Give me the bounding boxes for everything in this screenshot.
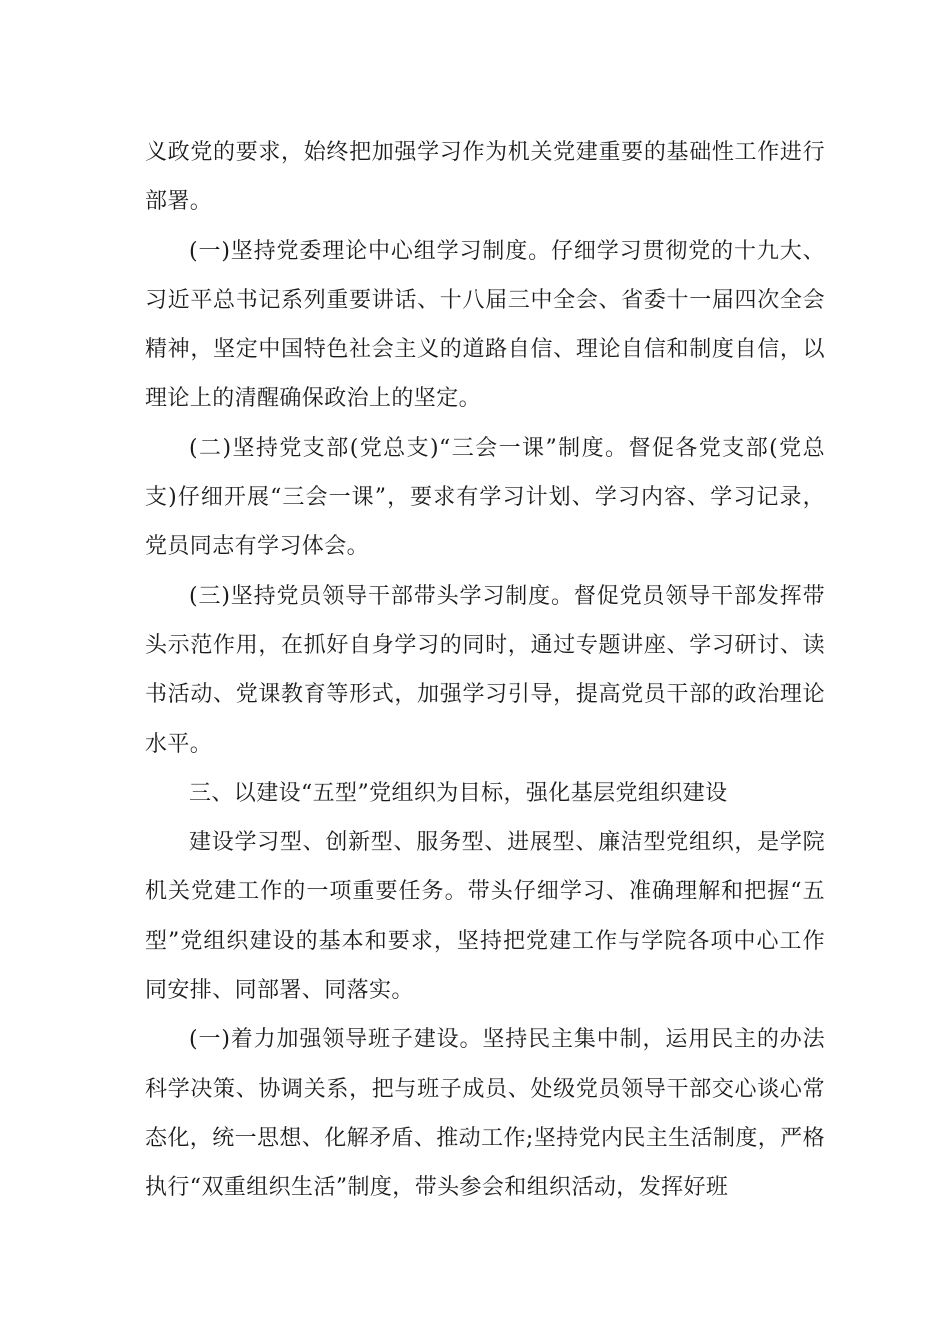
- paragraph-item-3: (三)坚持党员领导干部带头学习制度。督促党员领导干部发挥带头示范作用，在抓好自身学习的同时，通过专题讲座、学习研讨、读书活动、党课教育等形式，加强学习引导，提高党员干部的政治理论水平。: [145, 583, 825, 757]
- paragraph-subsection-1: (一)着力加强领导班子建设。坚持民主集中制，运用民主的办法科学决策、协调关系，把与班子成员、处级党员领导干部交心谈心常态化，统一思想、化解矛盾、推动工作;坚持党内民主生活制度，严格执行“双重组织生活”制度，带头参会和组织活动，发挥好班: [145, 1027, 825, 1201]
- paragraph-item-2: (二)坚持党支部(党总支)“三会一课”制度。督促各党支部(党总支)仔细开展“三会一课”，要求有学习计划、学习内容、学习记录，党员同志有学习体会。: [145, 435, 825, 560]
- paragraph-item-1: (一)坚持党委理论中心组学习制度。仔细学习贯彻党的十九大、习近平总书记系列重要讲话、十八届三中全会、省委十一届四次全会精神，坚定中国特色社会主义的道路自信、理论自信和制度自信，以理论上的清醒确保政治上的坚定。: [145, 238, 825, 412]
- paragraph-continuation: 义政党的要求，始终把加强学习作为机关党建重要的基础性工作进行部署。: [145, 140, 825, 215]
- document-body: [145, 128, 825, 1213]
- section-heading-3: 三、以建设“五型”党组织为目标，强化基层党组织建设: [189, 780, 728, 806]
- paragraph-section-intro: 建设学习型、创新型、服务型、进展型、廉洁型党组织，是学院机关党建工作的一项重要任务。带头仔细学习、准确理解和把握“五型”党组织建设的基本和要求，坚持把党建工作与学院各项中心工作同安排、同部署、同落实。: [145, 830, 825, 1004]
